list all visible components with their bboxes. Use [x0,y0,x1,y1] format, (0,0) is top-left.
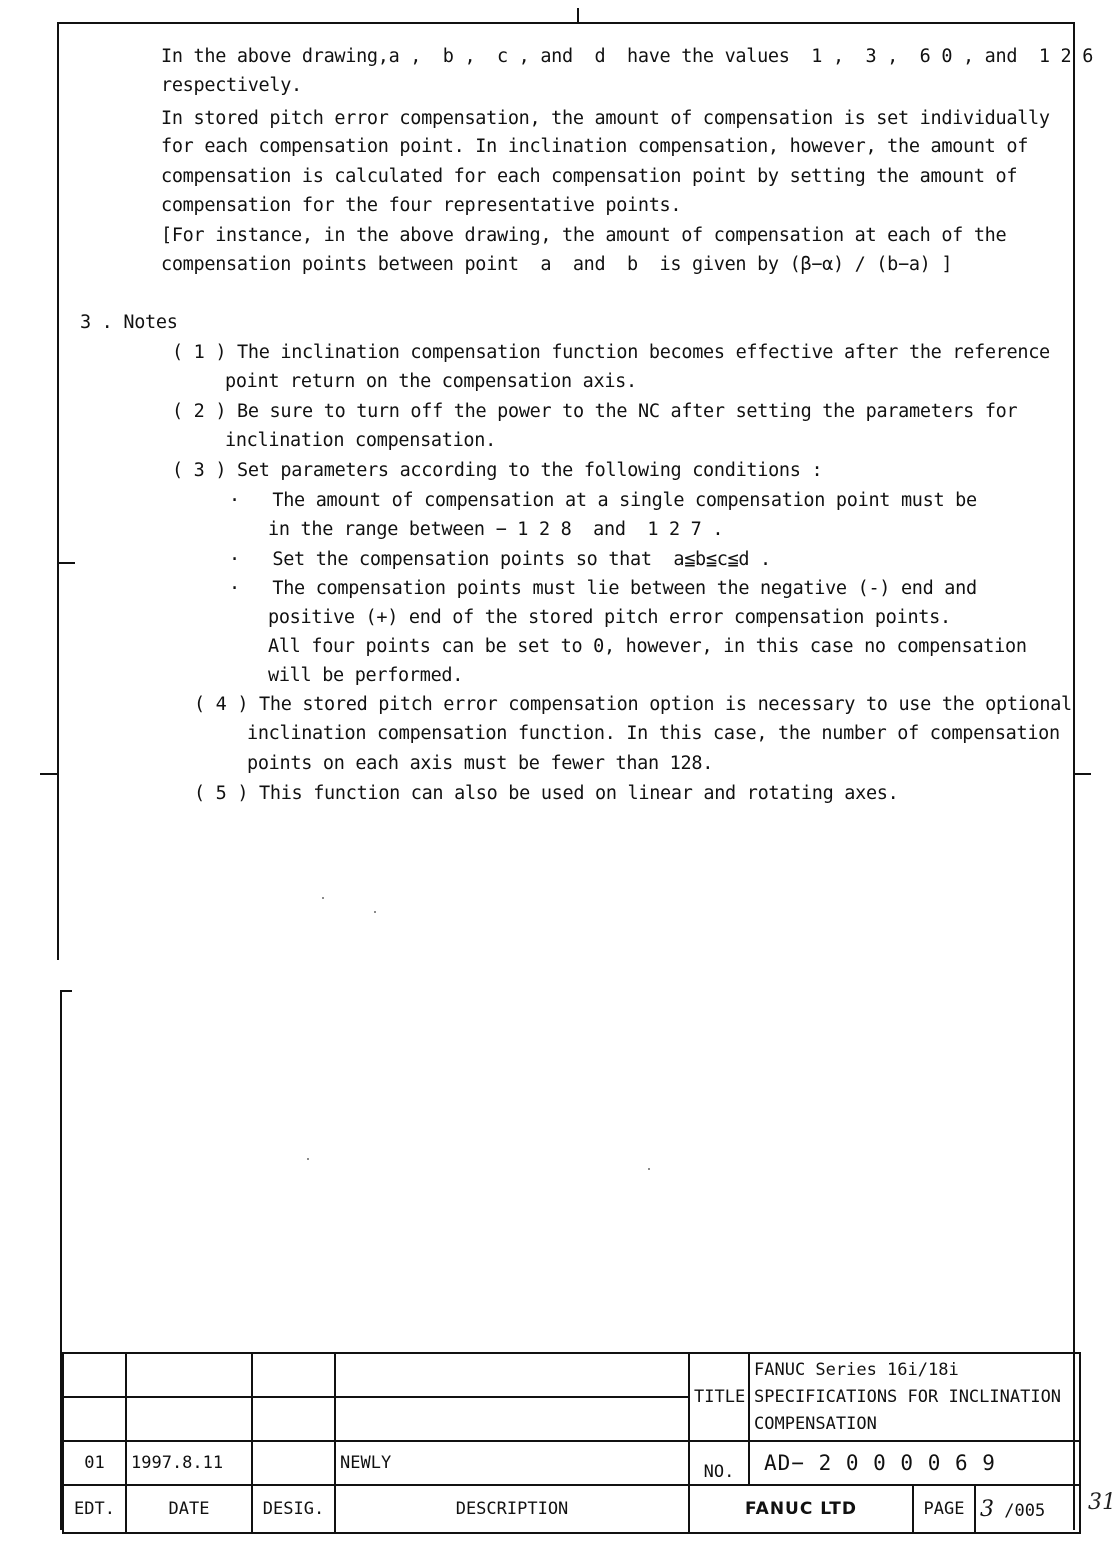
page-number [975,1485,1080,1533]
revision-designer [252,1441,335,1485]
note-item: inclination compensation function. In this case, the number of compensation [247,723,1060,744]
body-line: In stored pitch error compensation, the amount of compensation is set individually [161,108,1050,129]
note-item: ( 1 ) The inclination compensation function becomes effective after the reference [172,342,1050,363]
blank-cell [335,1353,689,1397]
scan-speck [322,897,324,899]
revision-description: NEWLY [335,1441,689,1485]
note-item: in the range between − 1 2 8 and 1 2 7 . [268,519,724,540]
note-item: ( 4 ) The stored pitch error compensation option is necessary to use the optional [194,694,1072,715]
company-logo: FANUC LTD [689,1485,913,1533]
header-designer: DESIG. [252,1485,335,1533]
note-item: inclination compensation. [225,430,496,451]
body-line: In the above drawing,a , b , c , and d have the values 1 , 3 , 6 0 , and 1 2 6 [161,46,1094,67]
document-number: AD− 2 0 0 0 0 6 9 [749,1441,1080,1485]
revision-date: 1997.8.11 [126,1441,252,1485]
title-line: SPECIFICATIONS FOR INCLINATION [754,1386,1062,1407]
body-line: compensation points between point a and b is given by (β−α) ∕ (b−a) ] [161,254,953,275]
frame-right-border [1073,22,1075,1530]
frame-center-mark-top [577,8,579,24]
notes-heading: 3 . Notes [80,312,178,333]
document-title [749,1353,1080,1441]
scan-speck [374,911,376,913]
note-bullet: · The compensation points must lie between the negative (-) end and [229,578,977,599]
body-line: [For instance, in the above drawing, the amount of compensation at each of the [161,225,1007,246]
note-item: ( 2 ) Be sure to turn off the power to the NC after setting the parameters for [172,401,1018,422]
header-edition: EDT. [63,1485,126,1533]
body-line: compensation for the four representative points. [161,195,682,216]
blank-cell [252,1397,335,1441]
frame-top-border [57,22,1075,24]
blank-cell [63,1353,126,1397]
frame-center-mark-left [40,773,58,775]
page-current: 3 [980,1496,994,1522]
note-item: ( 5 ) This function can also be used on linear and rotating axes. [194,783,899,804]
note-item: ( 3 ) Set parameters according to the following conditions : [172,460,823,481]
frame-center-mark-right [1075,773,1091,775]
scan-speck [648,1168,650,1170]
frame-left-notch [57,562,75,564]
note-bullet: · Set the compensation points so that a≦b≦c≦d . [229,549,771,570]
blank-cell [252,1353,335,1397]
blank-cell [126,1353,252,1397]
frame-left-notch [60,990,72,992]
frame-left-border [57,22,59,565]
note-item: will be performed. [268,665,464,686]
page-label: PAGE [913,1485,975,1533]
note-bullet: · The amount of compensation at a single compensation point must be [229,490,977,511]
header-description: DESCRIPTION [335,1485,689,1533]
title-block [62,1352,1081,1534]
blank-cell [126,1397,252,1441]
body-line: compensation is calculated for each compensation point by setting the amount of [161,166,1018,187]
body-line: respectively. [161,75,302,96]
note-item: points on each axis must be fewer than 128. [247,753,714,774]
number-label: NO. [689,1441,749,1485]
note-item: All four points can be set to 0, however, in this case no compensation [268,636,1027,657]
body-line: for each compensation point. In inclination compensation, however, the amount of [161,136,1029,157]
title-line: COMPENSATION [754,1413,877,1434]
title-label: TITLE [689,1353,749,1441]
blank-cell [335,1397,689,1441]
page-total: /005 [1004,1500,1046,1521]
note-item: positive (+) end of the stored pitch error compensation points. [268,607,951,628]
blank-cell [63,1397,126,1441]
frame-left-border [57,565,59,960]
revision-edition: 01 [63,1441,126,1485]
title-line: FANUC Series 16i/18i [754,1359,959,1380]
note-item: point return on the compensation axis. [225,371,637,392]
header-date: DATE [126,1485,252,1533]
margin-handwritten-number: 31 [1088,1490,1116,1515]
scan-speck [307,1158,309,1160]
